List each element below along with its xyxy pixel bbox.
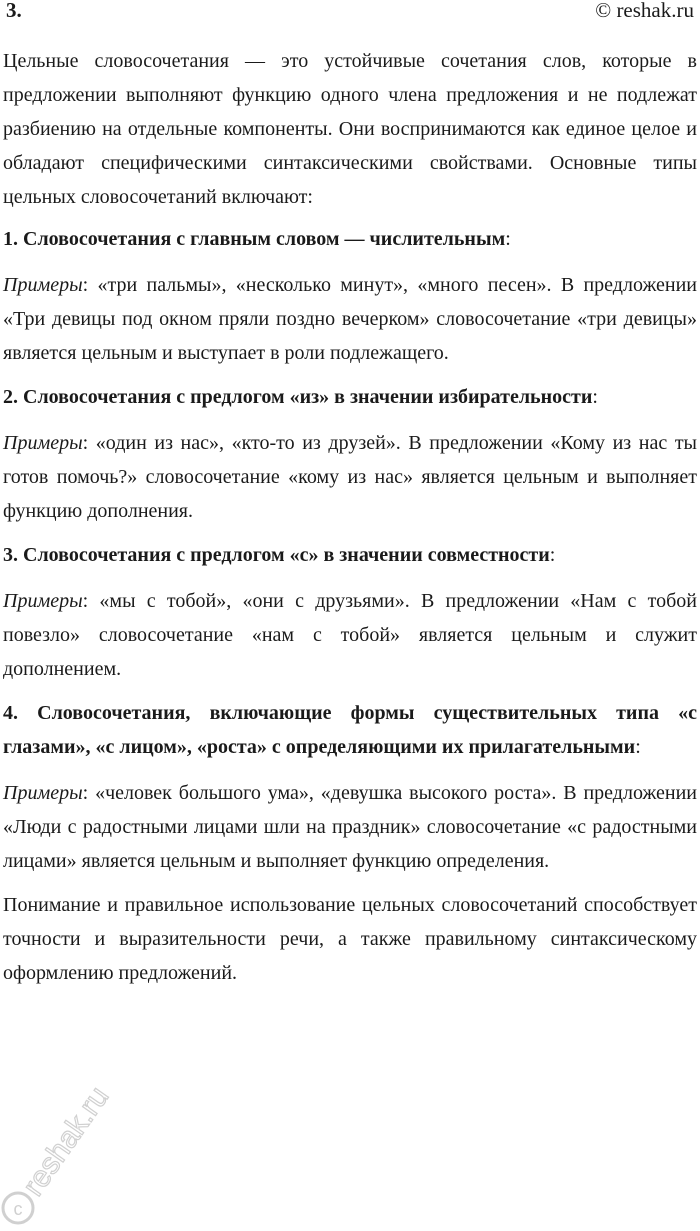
examples-label: Примеры xyxy=(3,274,83,296)
section-1-heading-text: 1. Словосочетания с главным словом — числительным xyxy=(3,228,506,250)
section-1-example-text: : «три пальмы», «несколько минут», «много песен». В предложении «Три девицы под окном пряли поздно вечерком» словосочетание «три девицы» является цельным и выступает в роли подлежащего. xyxy=(3,274,697,364)
conclusion-paragraph: Понимание и правильное использование цельных словосочетаний способствует точности и выразительности речи, а также правильному синтаксическому оформлению предложений. xyxy=(3,894,697,984)
section-4-example-text: : «человек большого ума», «девушка высокого роста». В предложении «Люди с радостными лицами шли на праздник» словосочетание «с радостными лицами» является цельным и выполняет функцию определения. xyxy=(3,782,697,872)
section-4-examples xyxy=(3,776,697,878)
examples-label: Примеры xyxy=(3,432,83,454)
site-copyright: © reshak.ru xyxy=(595,0,694,22)
section-1-heading xyxy=(3,222,697,256)
section-4-heading-text: 4. Словосочетания, включающие формы существительных типа «с глазами», «с лицом», «роста» с определяющими их прилагательными xyxy=(3,702,697,758)
section-2-examples xyxy=(3,426,697,528)
intro-paragraph: Цельные словосочетания — это устойчивые сочетания слов, которые в предложении выполняют функцию одного члена предложения и не подлежат разбиению на отдельные компоненты. Они воспринимаются как единое целое и обладают специфическими синтаксическими свойствами. Основные типы цельных словосочетаний включают: xyxy=(3,50,697,208)
section-3-example-text: : «мы с тобой», «они с друзьями». В предложении «Нам с тобой повезло» словосочетание «нам с тобой» является цельным и служит дополнением. xyxy=(3,590,697,680)
examples-label: Примеры xyxy=(3,782,83,804)
section-3-heading-colon: : xyxy=(549,544,556,566)
section-1-examples xyxy=(3,268,697,370)
examples-label: Примеры xyxy=(3,590,83,612)
section-3-heading xyxy=(3,538,697,572)
section-4-heading-colon: : xyxy=(635,736,641,758)
reshak-watermark-icon xyxy=(0,1030,196,1230)
section-2-heading-text: 2. Словосочетания с предлогом «из» в значении избирательности xyxy=(3,386,593,408)
task-number: 3. xyxy=(6,0,22,22)
section-2-example-text: : «один из нас», «кто-то из друзей». В предложении «Кому из нас ты готов помочь?» словосочетание «кому из нас» является цельным и выполняет функцию дополнения. xyxy=(3,432,697,522)
section-3-examples xyxy=(3,584,697,686)
section-2-heading xyxy=(3,380,697,414)
section-1-heading-colon: : xyxy=(505,228,511,250)
section-3-heading-text: 3. Словосочетания с предлогом «с» в значении совместности xyxy=(3,544,550,566)
page-header xyxy=(3,0,697,44)
section-4-heading xyxy=(3,696,697,764)
svg-text:reshak.ru: reshak.ru xyxy=(16,1080,116,1203)
section-2-heading-colon: : xyxy=(592,386,598,408)
svg-text:c: c xyxy=(13,1199,23,1219)
